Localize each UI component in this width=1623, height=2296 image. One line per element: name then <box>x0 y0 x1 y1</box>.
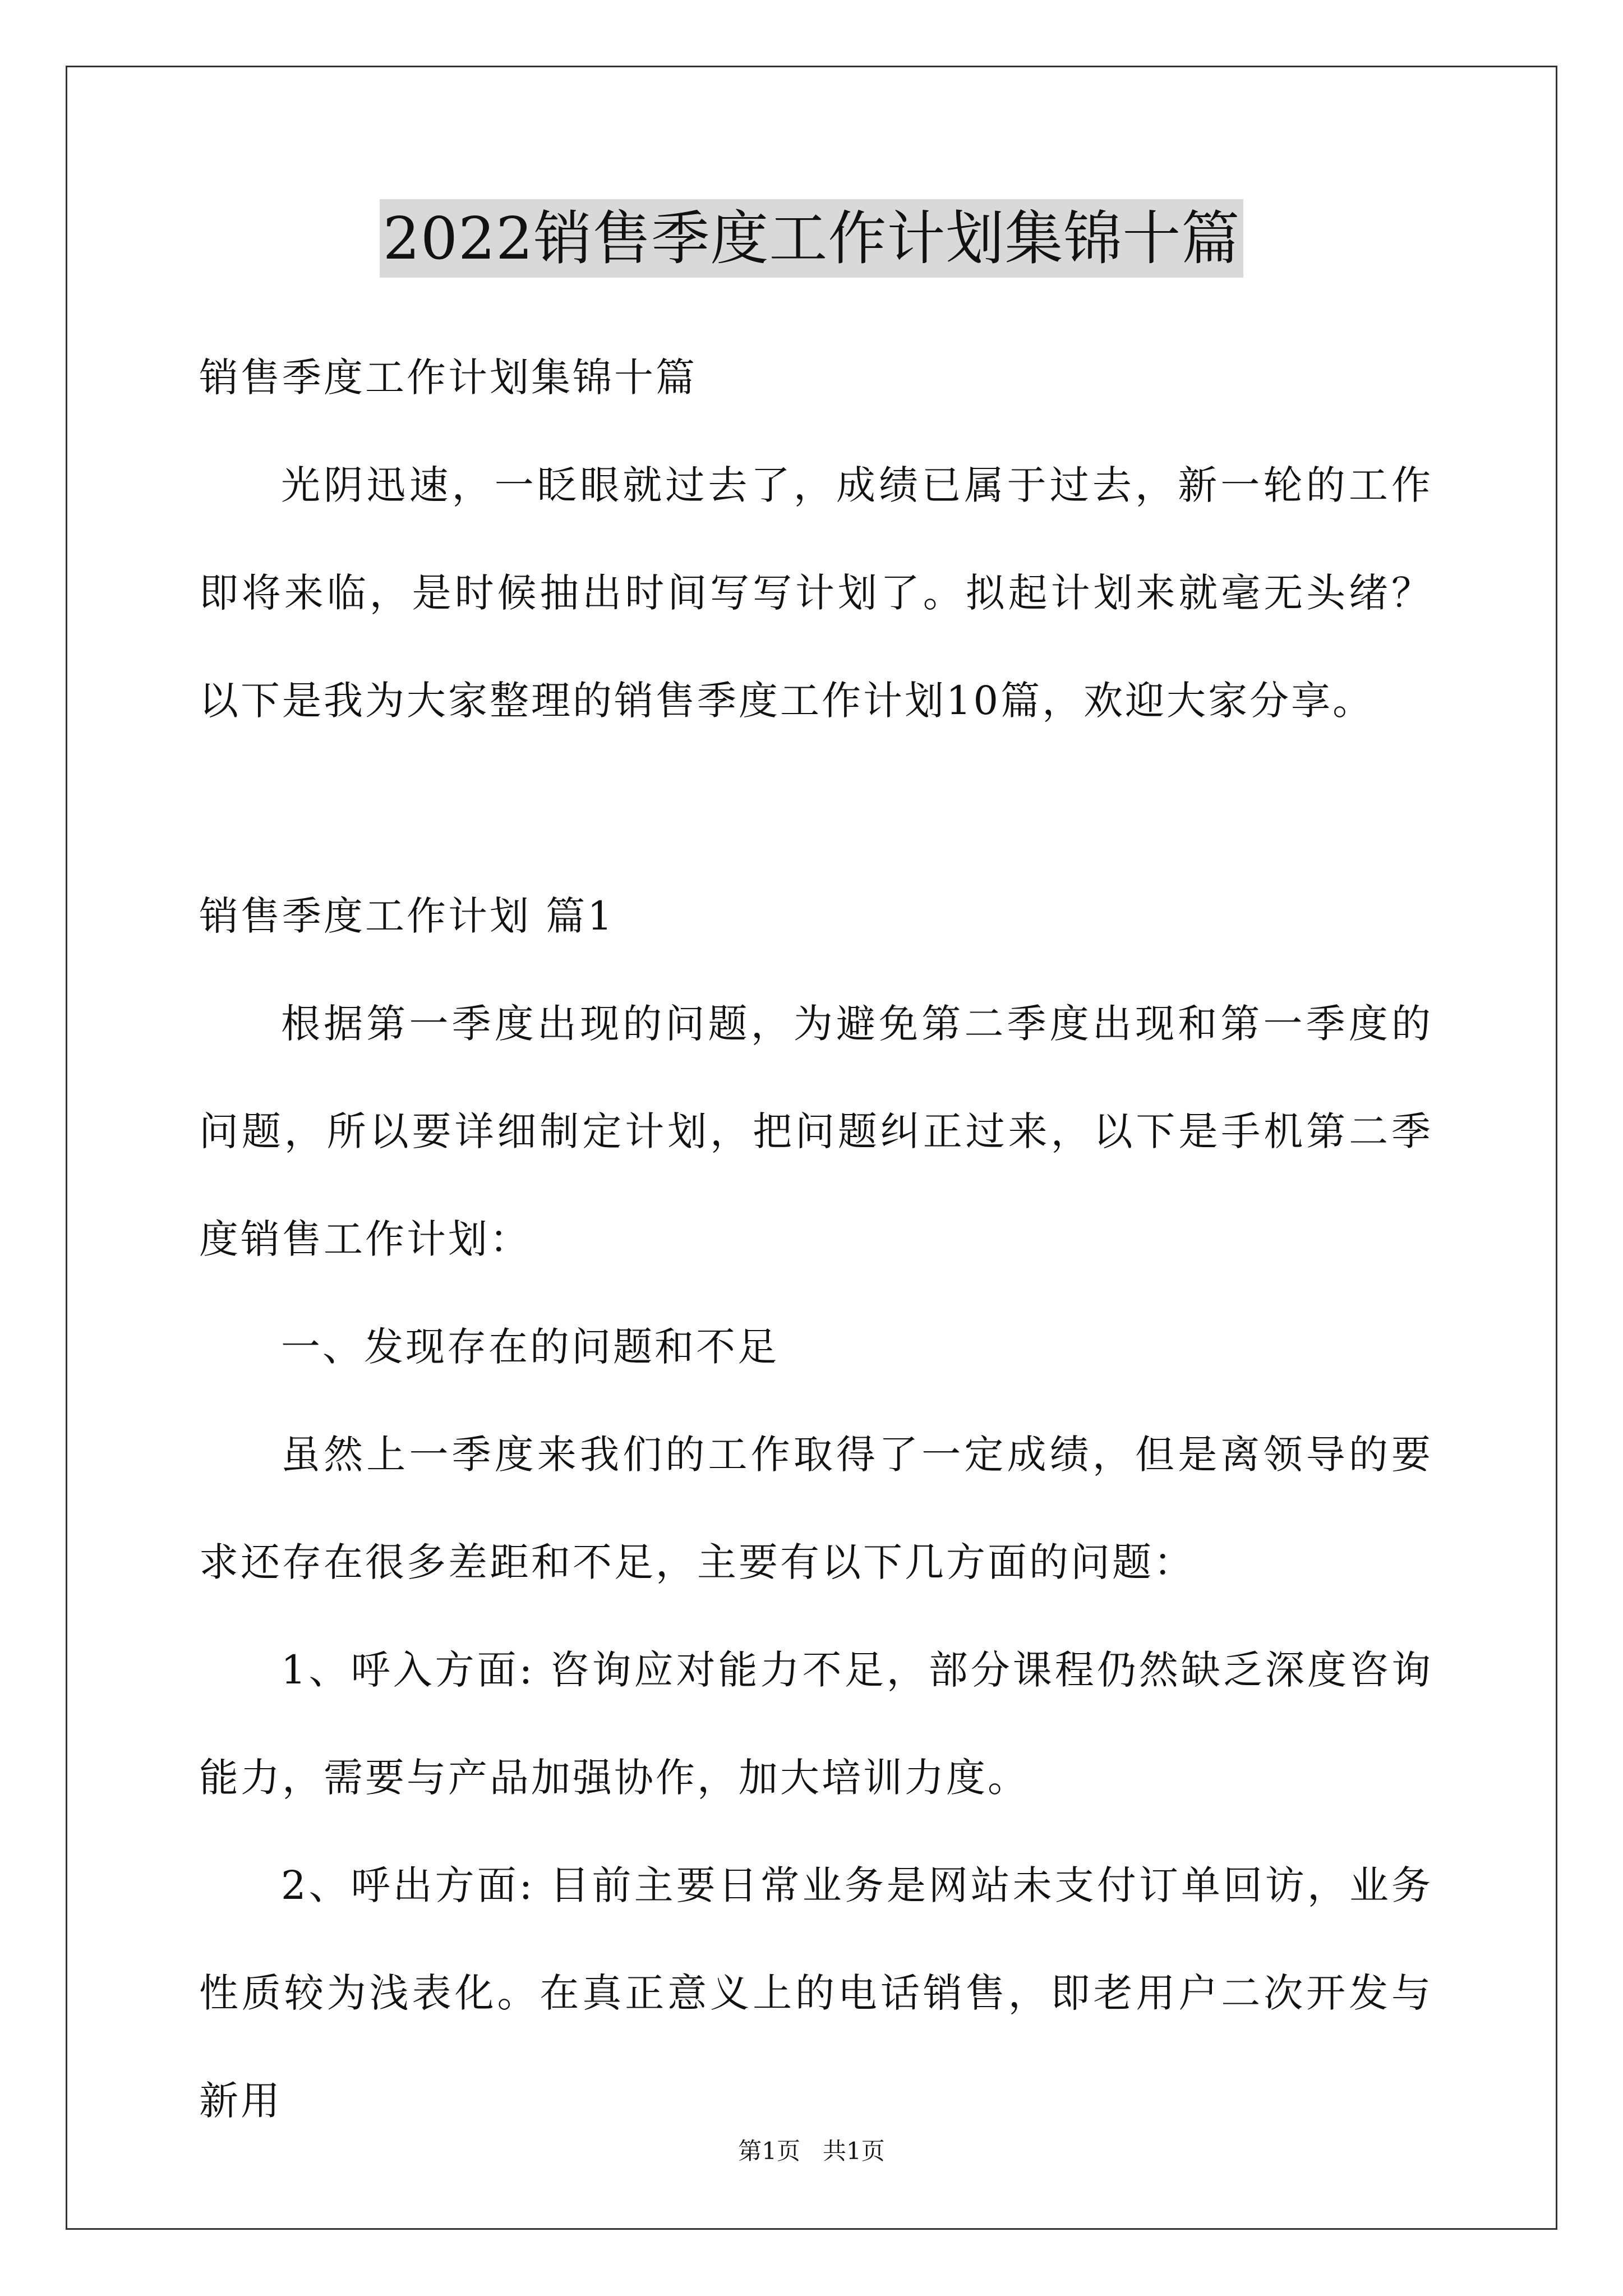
body-paragraph: 虽然上一季度来我们的工作取得了一定成绩，但是离领导的要求还存在很多差距和不足，主要有以下几方面的问题： <box>199 1432 1433 1585</box>
title-container <box>0 199 1623 278</box>
list-item-inbound: 1、呼入方面: 咨询应对能力不足，部分课程仍然缺乏深度咨询能力，需要与产品加强协作，加大培训力度。 <box>199 1647 1433 1801</box>
document-subtitle: 销售季度工作计划集锦十篇 <box>199 355 697 401</box>
subheading-problems: 一、发现存在的问题和不足 <box>281 1324 779 1370</box>
page-footer: 第1页 共1页 <box>738 2137 885 2165</box>
section-heading-1: 销售季度工作计划 篇1 <box>199 893 615 939</box>
body-paragraph: 根据第一季度出现的问题，为避免第二季度出现和第一季度的问题，所以要详细制定计划，把问题纠正过来，以下是手机第二季度销售工作计划： <box>199 1001 1433 1262</box>
list-item-outbound: 2、呼出方面: 目前主要日常业务是网站未支付订单回访，业务性质较为浅表化。在真正意义上的电话销售，即老用户二次开发与新用 <box>199 1862 1433 2124</box>
intro-paragraph: 光阴迅速，一眨眼就过去了，成绩已属于过去，新一轮的工作即将来临，是时候抽出时间写写计划了。拟起计划来就毫无头绪？以下是我为大家整理的销售季度工作计划10篇，欢迎大家分享。 <box>199 462 1433 724</box>
document-title: 2022销售季度工作计划集锦十篇 <box>380 199 1244 278</box>
